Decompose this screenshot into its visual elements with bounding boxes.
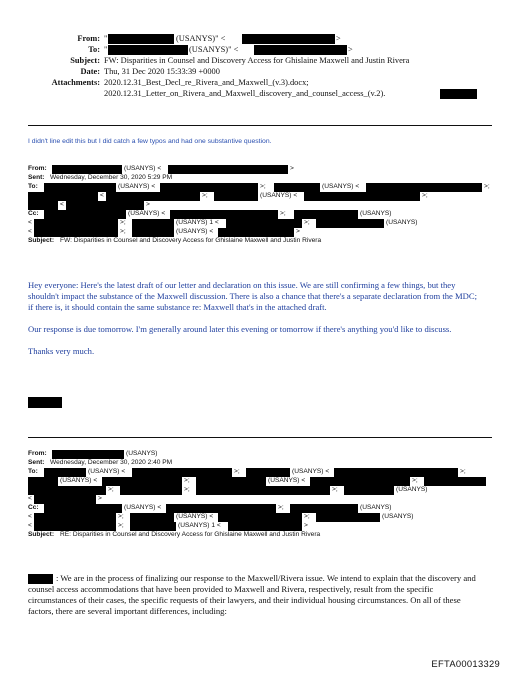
recipient-org: (USANYS) <	[260, 192, 298, 199]
redaction	[440, 89, 477, 99]
redaction	[28, 201, 58, 210]
redaction	[34, 495, 96, 504]
separator: >;	[118, 522, 124, 529]
cc-org: (USANYS) <	[128, 210, 166, 217]
redaction	[334, 468, 458, 477]
separator: >	[304, 522, 308, 529]
separator: >	[98, 495, 102, 502]
redaction	[44, 468, 86, 477]
cc-label: Cc:	[28, 210, 39, 217]
cc-org: (USANYS) <	[176, 228, 214, 235]
separator: >;	[120, 228, 126, 235]
redaction	[160, 183, 258, 192]
email1-to-row	[28, 183, 498, 192]
email1-paragraph: Our response is due tomorrow. I'm generally around later this evening or tomorrow if there's anything you'd like to discuss.	[28, 324, 452, 334]
separator: <	[28, 522, 32, 529]
redaction	[196, 486, 330, 495]
from-label: From:	[28, 165, 47, 172]
redaction	[108, 45, 188, 55]
divider	[28, 125, 492, 126]
separator: >;	[460, 468, 466, 475]
sent-label: Sent:	[28, 459, 45, 466]
recipient-org: (USANYS) <	[322, 183, 360, 190]
redaction	[366, 183, 482, 192]
email2-cc-row-2	[28, 513, 498, 522]
separator: >;	[202, 192, 208, 199]
from-close: >	[336, 34, 341, 43]
header-date-row	[0, 66, 512, 77]
subject-label: Subject:	[28, 237, 55, 244]
cc-org: (USANYS)	[360, 210, 392, 217]
subject-text: FW: Disparities in Counsel and Discovery Access for Ghislaine Maxwell and Justin Rivera	[60, 237, 322, 244]
redaction	[52, 165, 122, 174]
separator: >;	[108, 486, 114, 493]
separator: <	[28, 513, 32, 520]
subject-label: Subject:	[70, 56, 100, 65]
to-label: To:	[28, 468, 38, 475]
subject-text: FW: Disparities in Counsel and Discovery Access for Ghislaine Maxwell and Justin Rivera	[104, 56, 410, 65]
separator: >	[146, 201, 150, 208]
email1-cc-row	[28, 210, 498, 219]
redaction	[228, 522, 302, 531]
to-close: >	[348, 45, 353, 54]
separator: >;	[118, 513, 124, 520]
email2-body	[28, 573, 480, 617]
from-close: >	[290, 165, 294, 172]
email2-cc-row	[28, 504, 498, 513]
redaction	[214, 192, 258, 201]
separator: >;	[280, 210, 286, 217]
separator: >;	[120, 219, 126, 226]
sent-label: Sent:	[28, 174, 45, 181]
separator: >	[296, 228, 300, 235]
from-quote: "	[104, 34, 108, 43]
to-label: To:	[28, 183, 38, 190]
redaction	[310, 477, 410, 486]
sent-text: Wednesday, December 30, 2020 5:29 PM	[50, 174, 173, 181]
separator: <	[60, 201, 64, 208]
redaction	[132, 228, 174, 237]
redaction	[242, 34, 335, 44]
separator: >;	[412, 477, 418, 484]
cc-org: (USANYS)	[386, 219, 418, 226]
separator: >;	[304, 513, 310, 520]
date-text: Thu, 31 Dec 2020 15:33:39 +0000	[104, 67, 220, 76]
redaction	[290, 504, 358, 513]
separator: <	[28, 219, 32, 226]
separator: >;	[304, 219, 310, 226]
separator: <	[100, 192, 104, 199]
email1-body	[28, 280, 480, 357]
email1-subject-row	[28, 237, 498, 246]
redaction	[34, 513, 116, 522]
subject-label: Subject:	[28, 531, 55, 538]
email1-header	[28, 165, 498, 246]
separator: >;	[332, 486, 338, 493]
separator: <	[28, 495, 32, 502]
redaction	[218, 228, 294, 237]
redaction	[168, 165, 288, 174]
recipient-org: (USANYS) <	[60, 477, 98, 484]
cc-org: (USANYS) <	[176, 513, 214, 520]
redaction	[34, 219, 118, 228]
attachments-label: Attachments:	[51, 78, 100, 87]
recipient-org: (USANYS) <	[118, 183, 156, 190]
redaction	[196, 477, 266, 486]
header-to-row	[0, 44, 512, 55]
recipient-org: (USANYS)	[396, 486, 428, 493]
recipient-org: (USANYS) <	[268, 477, 306, 484]
redaction	[34, 522, 116, 531]
email2-to-row-4	[28, 495, 498, 504]
recipient-org: (USANYS) <	[292, 468, 330, 475]
redaction	[132, 468, 232, 477]
header-attachments-row-2	[0, 88, 512, 99]
cc-label: Cc:	[28, 504, 39, 511]
from-label: From:	[28, 450, 47, 457]
cc-org: (USANYS) <	[124, 504, 162, 511]
separator: >;	[278, 504, 284, 511]
redaction	[44, 183, 116, 192]
email2-cc-row-3	[28, 522, 498, 531]
from-org: (USANYS)	[126, 450, 158, 457]
redaction	[66, 201, 144, 210]
email2-to-row	[28, 468, 498, 477]
cc-org: (USANYS) 1 <	[178, 522, 221, 529]
redaction	[102, 477, 182, 486]
from-label: From:	[77, 34, 100, 43]
redaction	[226, 219, 302, 228]
redaction	[132, 219, 174, 228]
redaction	[424, 477, 486, 486]
separator: >;	[422, 192, 428, 199]
redaction	[304, 192, 420, 201]
from-org: (USANYS) <	[124, 165, 162, 172]
attachment-item[interactable]: 2020.12.31_Best_Decl_re_Rivera_and_Maxwell_(v.3).docx;	[104, 78, 309, 87]
redaction	[246, 468, 290, 477]
redaction	[170, 210, 278, 219]
header-from-row	[0, 33, 512, 44]
subject-text: RE: Disparities in Counsel and Discovery Access for Ghislaine Maxwell and Justin Rivera	[60, 531, 321, 538]
email1-to-row-3	[28, 201, 498, 210]
email2-from-row	[28, 450, 498, 459]
redaction	[44, 504, 122, 513]
name-redaction	[28, 574, 53, 584]
redaction	[108, 34, 174, 44]
separator: >;	[184, 477, 190, 484]
email2-paragraph: : We are in the process of finalizing our response to the Maxwell/Rivera issue. We intend to explain that the discovery and counsel access accommodations that have been provided to Maxwell and Rivera, respectively, result from the specific circumstances of their cases, the specific requests of their lawyers, and their individual housing circumstances. On all of these factors, there are several important differences, including:	[28, 573, 476, 616]
to-org: (USANYS)" <	[189, 45, 239, 54]
redaction	[120, 486, 182, 495]
email-header	[0, 33, 512, 99]
email1-paragraph: Hey everyone: Here's the latest draft of our letter and declaration on this issue. We are still confirming a few things, but they shouldn't impact the substance of the Maxwell discussion. There is also a chance that there's a separate declaration from the MDC; if there is, it should contain the same substance re: Maxwell that's in the attached draft.	[28, 280, 477, 312]
signature-redaction	[28, 397, 62, 408]
header-subject-row	[0, 55, 512, 66]
redaction	[254, 45, 347, 55]
redaction	[52, 450, 124, 459]
to-label: To:	[88, 45, 100, 54]
separator: >;	[260, 183, 266, 190]
separator: >;	[484, 183, 490, 190]
header-attachments-row	[0, 77, 512, 88]
email1-signoff: Thanks very much.	[28, 346, 95, 356]
redaction	[274, 183, 320, 192]
redaction	[28, 477, 58, 486]
email1-from-row	[28, 165, 498, 174]
email1-sent-row	[28, 174, 498, 183]
redaction	[166, 504, 276, 513]
attachment-item[interactable]: 2020.12.31_Letter_on_Rivera_and_Maxwell_discovery_and_counsel_access_(v.2).	[104, 89, 386, 98]
cc-org: (USANYS)	[382, 513, 414, 520]
date-label: Date:	[80, 67, 100, 76]
email2-to-row-2	[28, 477, 498, 486]
redaction	[28, 192, 98, 201]
from-org: (USANYS)" <	[176, 34, 226, 43]
forward-note: I didn't line edit this but I did catch a few typos and had one substantive question.	[28, 138, 272, 145]
redaction	[344, 486, 394, 495]
email2-to-row-3	[28, 486, 498, 495]
email1-cc-row-3	[28, 228, 498, 237]
redaction	[44, 210, 126, 219]
separator: <	[28, 228, 32, 235]
redaction	[34, 228, 118, 237]
redaction	[130, 513, 174, 522]
redaction	[316, 219, 384, 228]
redaction	[218, 513, 302, 522]
redaction	[130, 522, 176, 531]
divider	[28, 437, 492, 438]
email1-cc-row-2	[28, 219, 498, 228]
redaction	[106, 192, 200, 201]
separator: >;	[234, 468, 240, 475]
cc-org: (USANYS)	[360, 504, 392, 511]
separator: >;	[184, 486, 190, 493]
email2-sent-row	[28, 459, 498, 468]
recipient-org: (USANYS) <	[88, 468, 126, 475]
redaction	[28, 486, 106, 495]
sent-text: Wednesday, December 30, 2020 2:40 PM	[50, 459, 173, 466]
cc-org: (USANYS) 1 <	[176, 219, 219, 226]
email2-subject-row	[28, 531, 498, 540]
redaction	[294, 210, 358, 219]
email2-header	[28, 450, 498, 540]
redaction	[316, 513, 380, 522]
to-quote: "	[104, 45, 108, 54]
bates-number: EFTA00013329	[431, 658, 500, 669]
email1-to-row-2	[28, 192, 498, 201]
